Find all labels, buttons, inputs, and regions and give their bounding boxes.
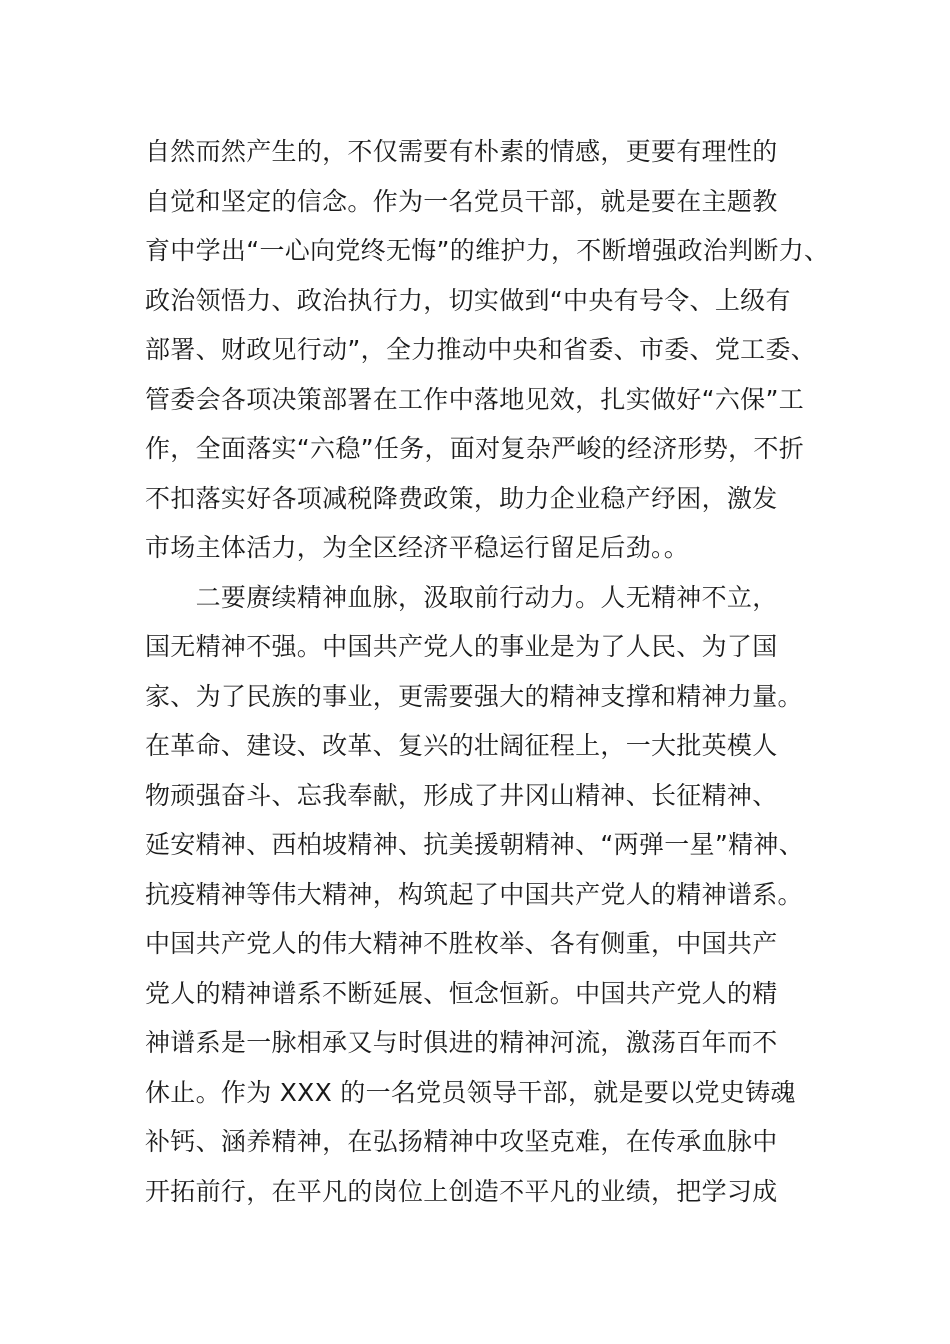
- text-line: 在革命、建设、改革、复兴的壮阔征程上，一大批英模人: [145, 731, 778, 760]
- text-line: 自觉和坚定的信念。作为一名党员干部，就是要在主题教: [145, 186, 778, 216]
- text-line: 不扣落实好各项减税降费政策，助力企业稳产纾困，激发: [145, 483, 778, 513]
- text-line: 育中学出“一心向党终无悔”的维护力，不断增强政治判断力、: [145, 236, 830, 265]
- text-line: 抗疫精神等伟大精神，构筑起了中国共产党人的精神谱系。: [145, 879, 803, 909]
- text-line: 自然而然产生的，不仅需要有朴素的情感，更要有理性的: [145, 137, 778, 166]
- text-line: 管委会各项决策部署在工作中落地见效，扎实做好“六保”工: [145, 384, 805, 414]
- text-line: 中国共产党人的伟大精神不胜枚举、各有侧重，中国共产: [145, 929, 778, 958]
- text-line: 开拓前行，在平凡的岗位上创造不平凡的业绩，把学习成: [145, 1176, 778, 1206]
- text-line: 神谱系是一脉相承又与时俱进的精神河流，激荡百年而不: [145, 1028, 778, 1057]
- text-line: 休止。作为 XXX 的一名党员领导干部，就是要以党史铸魂: [145, 1077, 796, 1107]
- text-line: 作，全面落实“六稳”任务，面对复杂严峻的经济形势，不折: [145, 434, 805, 463]
- text-line: 党人的精神谱系不断延展、恒念恒新。中国共产党人的精: [145, 978, 778, 1008]
- text-line: 国无精神不强。中国共产党人的事业是为了人民、为了国: [145, 632, 778, 661]
- text-line: 政治领悟力、政治执行力，切实做到“中央有号令、上级有: [145, 285, 791, 315]
- text-line: 二要赓续精神血脉，汲取前行动力。人无精神不立，: [145, 582, 778, 612]
- text-line: 市场主体活力，为全区经济平稳运行留足后劲。。: [145, 533, 690, 562]
- text-line: 补钙、涵养精神，在弘扬精神中攻坚克难，在传承血脉中: [145, 1127, 778, 1156]
- text-line: 部署、财政见行动”，全力推动中央和省委、市委、党工委、: [145, 335, 817, 364]
- text-line: 物顽强奋斗、忘我奉献，形成了井冈山精神、长征精神、: [145, 780, 778, 810]
- text-line: 延安精神、西柏坡精神、抗美援朝精神、“两弹一星”精神、: [145, 830, 805, 859]
- text-line: 家、为了民族的事业，更需要强大的精神支撑和精神力量。: [145, 681, 803, 711]
- body-text: [145, 132, 925, 1221]
